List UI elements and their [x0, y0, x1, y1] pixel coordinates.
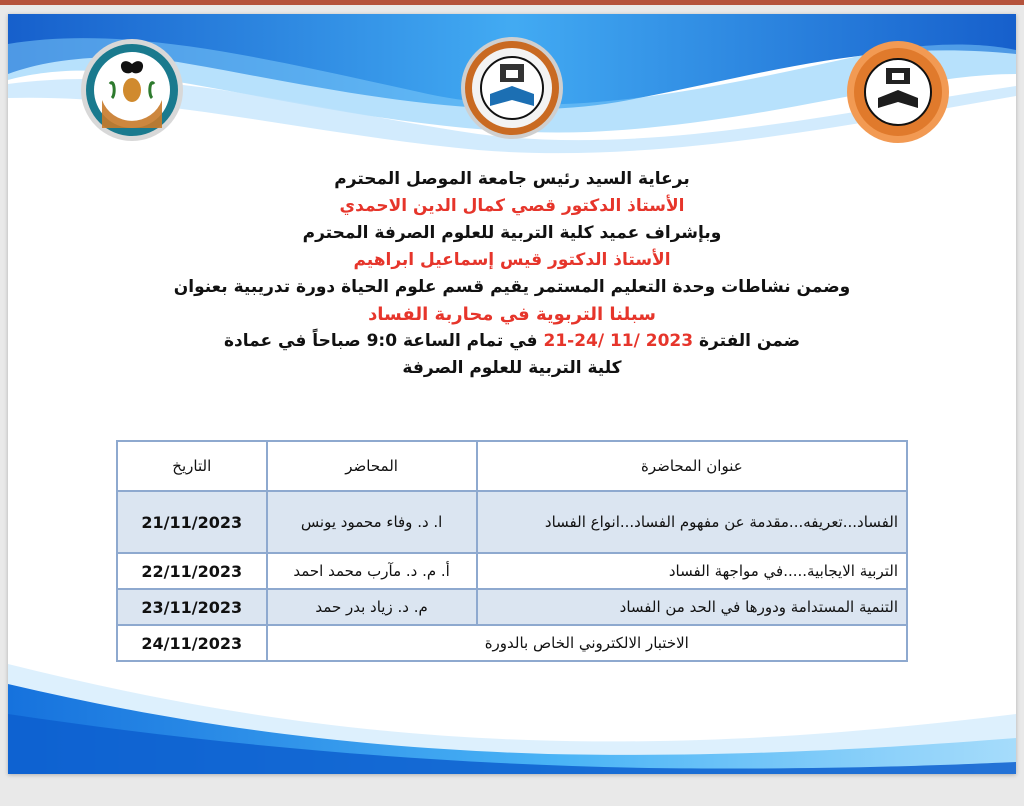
period-dates: 21-24/ 11/ 2023 — [543, 331, 694, 351]
table-row — [117, 589, 907, 625]
lecturer-cell: أ. م. د. مآرب محمد احمد — [267, 553, 477, 589]
announcement-page — [8, 14, 1016, 774]
course-intro-line: وضمن نشاطات وحدة التعليم المستمر يقيم قسم علوم الحياة دورة تدريبية بعنوان — [173, 277, 851, 297]
patronage-line: برعاية السيد رئيس جامعة الموصل المحترم — [334, 169, 690, 189]
date-cell: 23/11/2023 — [117, 589, 267, 625]
bottom-wave-decoration — [8, 644, 1016, 774]
table-row — [117, 625, 907, 661]
university-logo — [846, 40, 950, 144]
period-suffix: في تمام الساعة 9:0 صباحاً في عمادة — [223, 331, 538, 351]
dean-name: الأستاذ الدكتور قيس إسماعيل ابراهيم — [353, 250, 671, 270]
college-logo — [460, 36, 564, 140]
lecturer-cell: ا. د. وفاء محمود يونس — [267, 491, 477, 553]
president-name: الأستاذ الدكتور قصي كمال الدين الاحمدي — [339, 196, 685, 216]
period-line — [128, 328, 896, 355]
department-logo — [80, 38, 184, 142]
topic-cell: التربية الايجابية.....في مواجهة الفساد — [477, 553, 907, 589]
lecturer-cell: م. د. زياد بدر حمد — [267, 589, 477, 625]
header-date: التاريخ — [117, 441, 267, 491]
announcement-text — [128, 166, 896, 382]
table-row — [117, 553, 907, 589]
header-topic: عنوان المحاضرة — [477, 441, 907, 491]
header-lecturer: المحاضر — [267, 441, 477, 491]
lecture-schedule-table — [116, 440, 908, 662]
topic-cell: الفساد...تعريفه...مقدمة عن مفهوم الفساد...انواع الفساد — [477, 491, 907, 553]
top-rule — [0, 0, 1024, 5]
location-line: كلية التربية للعلوم الصرفة — [402, 358, 622, 378]
exam-cell: الاختبار الالكتروني الخاص بالدورة — [267, 625, 907, 661]
supervision-line: وبإشراف عميد كلية التربية للعلوم الصرفة المحترم — [302, 223, 722, 243]
period-prefix: ضمن الفترة — [699, 331, 801, 351]
table-header-row — [117, 441, 907, 491]
date-cell: 24/11/2023 — [117, 625, 267, 661]
date-cell: 21/11/2023 — [117, 491, 267, 553]
course-title: سبلنا التربوية في محاربة الفساد — [368, 304, 656, 325]
date-cell: 22/11/2023 — [117, 553, 267, 589]
topic-cell: التنمية المستدامة ودورها في الحد من الفساد — [477, 589, 907, 625]
table-row — [117, 491, 907, 553]
